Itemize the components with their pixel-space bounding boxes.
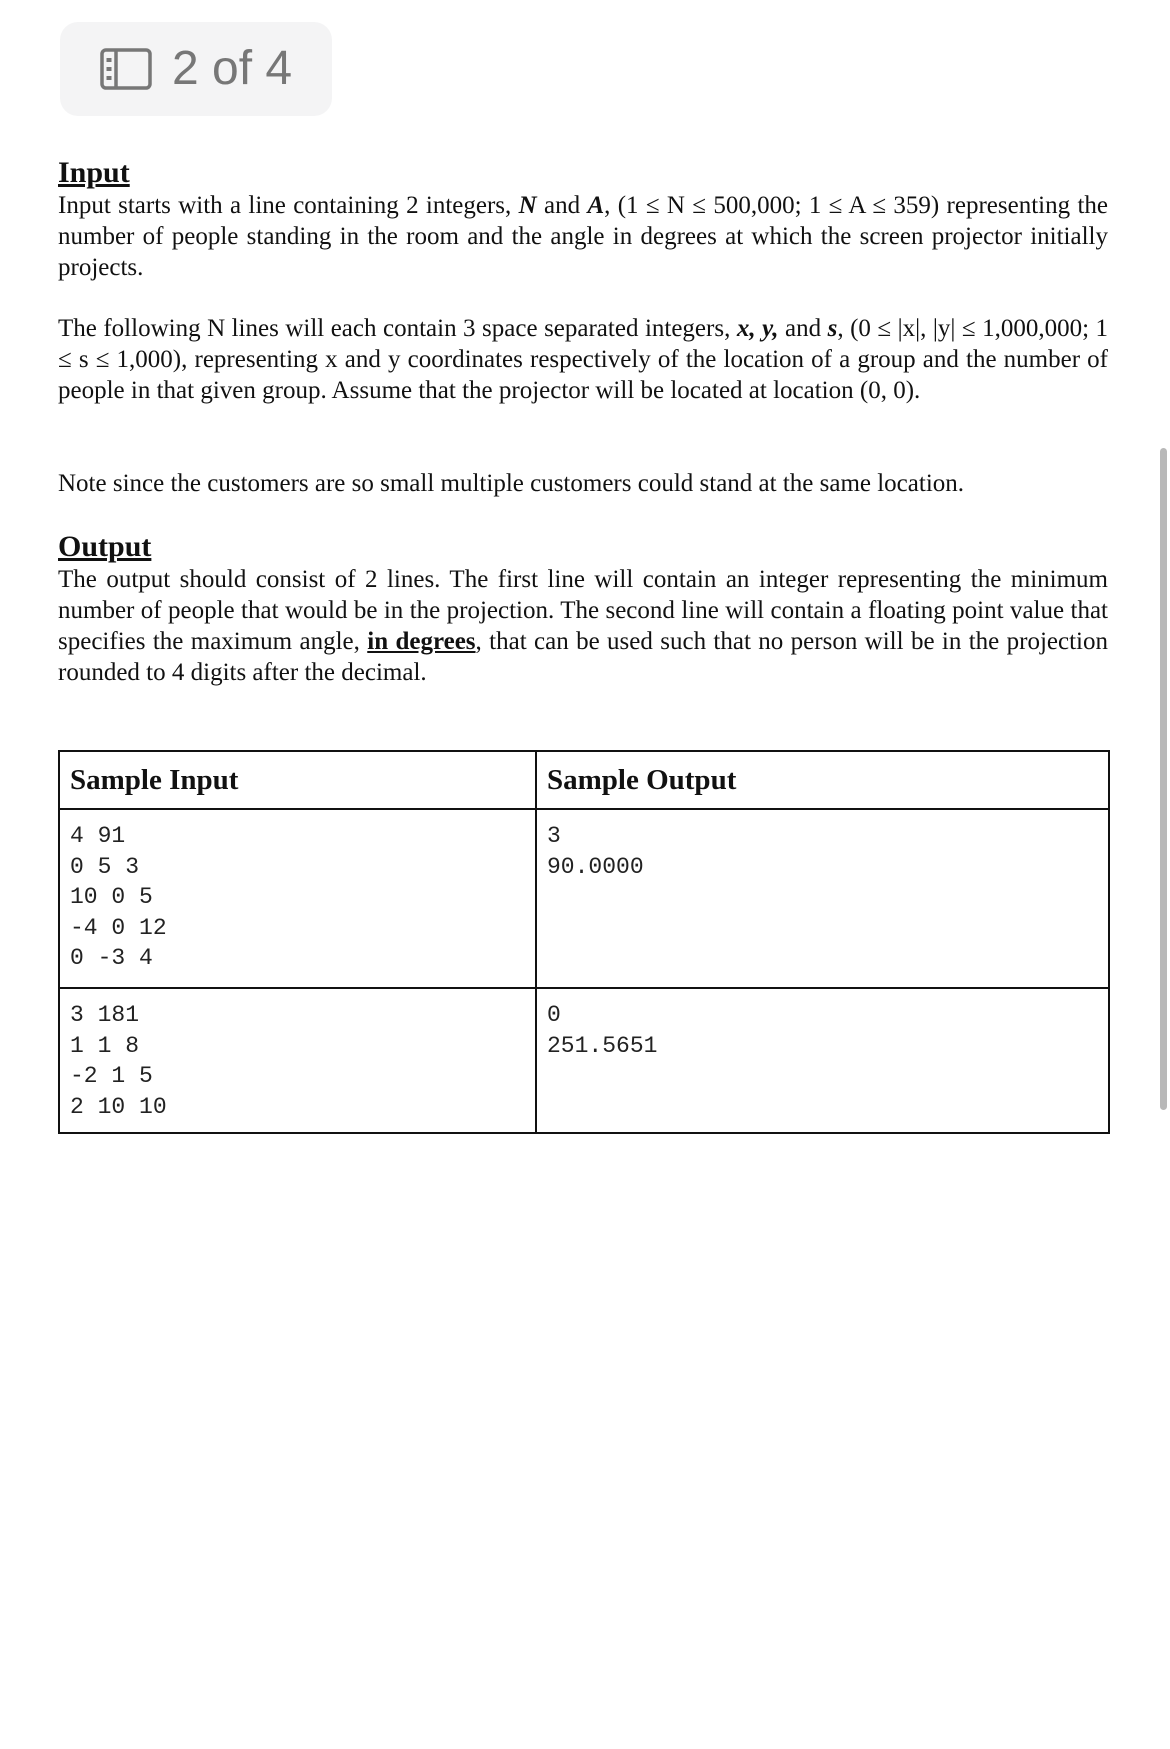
sample-line: 0 -3 4 [70,945,153,971]
sample-output-header: Sample Output [536,751,1109,809]
output-heading: Output [58,530,152,563]
page-thumbnails-icon [100,48,152,90]
page-counter: 2 of 4 [172,42,293,95]
sample-row [59,809,1109,988]
sample-line: -2 1 5 [70,1063,153,1089]
in-degrees-emphasis: in degrees [367,628,476,655]
sample-line: 10 0 5 [70,884,153,910]
samples-table [58,750,1110,1134]
output-section [58,530,1108,688]
sample-line: 3 [547,823,561,849]
sample-line: 2 10 10 [70,1093,167,1120]
sample-output-cell [536,988,1109,1133]
sample-line: -4 0 12 [70,914,167,941]
sample-line: 4 91 [70,823,126,849]
input-paragraph-2: The following N lines will each contain 3 space separated integers, x, y, and s, (0 ≤ |x|, |y| ≤ 1,000,000; 1 ≤ s ≤ 1,000), representing x and y coordinates respectively of the location of a group and the number of people in that given group. Assume that the projector will be located at location (0, 0). [58,315,1109,404]
vertical-scrollbar[interactable] [1160,448,1167,1110]
input-paragraph-2-block [58,313,1108,406]
page-indicator[interactable] [60,22,332,116]
sample-input-cell [59,809,536,988]
input-note: Note since the customers are so small multiple customers could stand at the same location. [58,470,965,497]
output-paragraph: The output should consist of 2 lines. The first line will contain an integer representing the minimum number of people that would be in the projection. The second line will contain a floating point value that specifies the maximum angle, in degrees, that can be used such that no person will be in the projection rounded to 4 digits after the decimal. [58,566,1108,686]
sample-line: 3 181 [70,1002,140,1028]
sample-output-cell [536,809,1109,988]
sample-line: 90.0000 [547,853,644,880]
input-section [58,156,1108,283]
input-note-block [58,468,1108,499]
sample-input-cell [59,988,536,1133]
sample-line: 0 5 3 [70,853,140,880]
sample-line: 0 [547,1002,561,1028]
input-heading: Input [58,156,130,189]
sample-row [59,988,1109,1133]
sample-line: 251.5651 [547,1032,658,1059]
sample-line: 1 1 8 [70,1032,140,1059]
sample-input-header: Sample Input [59,751,536,809]
input-paragraph-1: Input starts with a line containing 2 integers, N and A, (1 ≤ N ≤ 500,000; 1 ≤ A ≤ 359) representing the number of people standing in the room and the angle in degrees at which the screen projector initially projects. [58,192,1108,281]
